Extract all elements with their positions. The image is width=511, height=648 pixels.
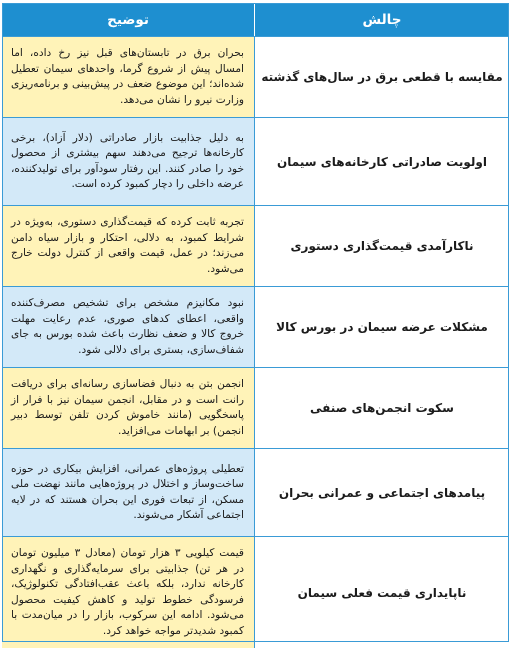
explanation-cell: تجربه ثابت کرده که قیمت‌گذاری دستوری، به‌ویژه در شرایط کمبود، به دلالی، احتکار و بازار سیاه دامن می‌زند؛ در عمل، قیمت واقعی از کنترل دولت خارج می‌شود. (2, 206, 254, 286)
table-row (2, 36, 509, 117)
challenge-cell: اولویت صادراتی کارخانه‌های سیمان (254, 118, 509, 205)
explanation-cell: به دلیل جذابیت بازار صادراتی (دلار آزاد)، برخی کارخانه‌ها ترجیح می‌دهند سهم بیشتری از محصول خود را صادر کنند. این رفتار سودآور برای تولیدکننده، عرضه داخلی را دچار کمبود کرده است. (2, 118, 254, 205)
table-row (2, 367, 509, 448)
challenges-table (2, 3, 509, 648)
explanation-cell: انجمن بتن به دنبال فضاسازی رسانه‌ای برای دریافت رانت است و در مقابل، انجمن سیمان نیز با فرار از پاسخگویی (مانند خاموش کردن تلفن توسط دبیر انجمن) بر ابهامات می‌افزاید. (2, 368, 254, 448)
table-row (2, 286, 509, 367)
header-challenge: چالش (254, 3, 509, 36)
header-explanation: توضیح (107, 11, 149, 28)
explanation-cell: قیمت کیلویی ۳ هزار تومان (معادل ۳ میلیون تومان در هر تن) جذابیتی برای سرمایه‌گذاری و نگهداری کارخانه ندارد، بلکه باعث عقب‌افتادگی تکنولوژیک، فرسودگی خطوط تولید و کاهش کیفیت محصول می‌شود. ادامه این سرکوب، بازار را در میان‌مدت با کمبود شدیدتر مواجه خواهد کرد. (2, 537, 254, 648)
table-row (2, 205, 509, 286)
challenge-cell: ناپایداری قیمت فعلی سیمان (254, 537, 509, 648)
explanation-cell: بحران برق در تابستان‌های قبل نیز رخ داده، اما امسال پیش از شروع گرما، واحدهای سیمان تعطیل شده‌اند؛ این موضوع ضعف در پیش‌بینی و برنامه‌ریزی وزارت نیرو را نشان می‌دهد. (2, 37, 254, 117)
table-row (2, 536, 509, 648)
table-row (2, 117, 509, 205)
challenge-cell: پیامدهای اجتماعی و عمرانی بحران (254, 449, 509, 536)
explanation-cell: تعطیلی پروژه‌های عمرانی، افزایش بیکاری در حوزه ساخت‌وساز و اختلال در پروژه‌هایی مانند نهضت ملی مسکن، از تبعات فوری این بحران هستند که در لایه اجتماعی آشکار می‌شوند. (2, 449, 254, 536)
explanation-cell: نبود مکانیزم مشخص برای تشخیص مصرف‌کننده واقعی، اعطای کدهای صوری، عدم رعایت مهلت خروج کالا و ضعف نظارت باعث شده بورس به جای شفاف‌سازی، بستری برای دلالی شود. (2, 287, 254, 367)
table-row (2, 448, 509, 536)
table-header (2, 3, 509, 36)
challenge-cell: مقایسه با قطعی برق در سال‌های گذشته (254, 37, 509, 117)
challenge-cell: مشکلات عرضه سیمان در بورس کالا (254, 287, 509, 367)
challenge-cell: سکوت انجمن‌های صنفی (254, 368, 509, 448)
challenge-cell: ناکارآمدی قیمت‌گذاری دستوری (254, 206, 509, 286)
